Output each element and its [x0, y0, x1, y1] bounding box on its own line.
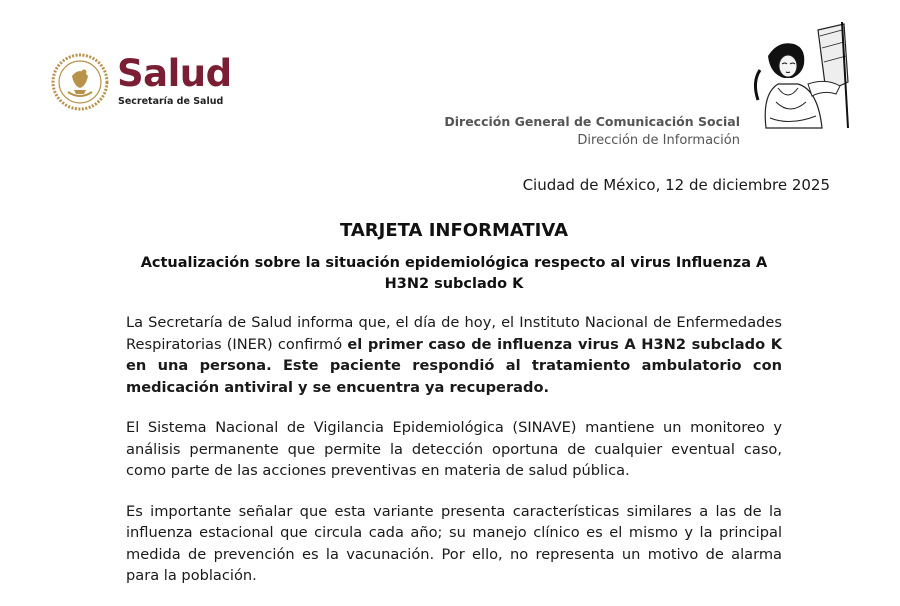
document-body [126, 312, 782, 606]
document-subtitle: Actualización sobre la situación epidemiológica respecto al virus Influenza A H3N2 subclado K [140, 255, 768, 292]
document-title: TARJETA INFORMATIVA [339, 220, 569, 241]
paragraph-3: Es importante señalar que esta variante presenta características similares a las de la influenza estacional que circula cada año; su manejo clínico es el mismo y la principal medida de prevención es la vacunación. Por ello, no representa un motivo de alarma para la población. [126, 502, 782, 584]
document-date: Ciudad de México, 12 de diciembre 2025 [522, 176, 830, 194]
salud-logo [50, 52, 250, 112]
header-department [444, 112, 740, 150]
brand-name: Salud [117, 52, 232, 95]
mexico-coat-of-arms-seal-icon [50, 52, 110, 112]
direccion-general: Dirección General de Comunicación Social [444, 114, 740, 129]
paragraph-1-text: La Secretaría de Salud informa que, el día de hoy, el Instituto Nacional de Enfermedades Respiratorias (INER) confirmó [126, 314, 782, 353]
woman-with-flag-illustration [748, 22, 852, 130]
brand-subtitle: Secretaría de Salud [118, 96, 224, 107]
direccion-informacion: Dirección de Información [577, 133, 740, 148]
paragraph-1 [126, 312, 782, 398]
paragraph-1-bold: el primer caso de influenza virus A H3N2 subclado K en una persona. Este paciente respondió al tratamiento ambulatorio con medicación antiviral y se encuentra ya recuperado. [126, 335, 783, 396]
paragraph-2: El Sistema Nacional de Vigilancia Epidemiológica (SINAVE) mantiene un monitoreo y análisis permanente que permite la detección oportuna de cualquier eventual caso, como parte de las acciones preventivas en materia de salud pública. [126, 419, 782, 479]
